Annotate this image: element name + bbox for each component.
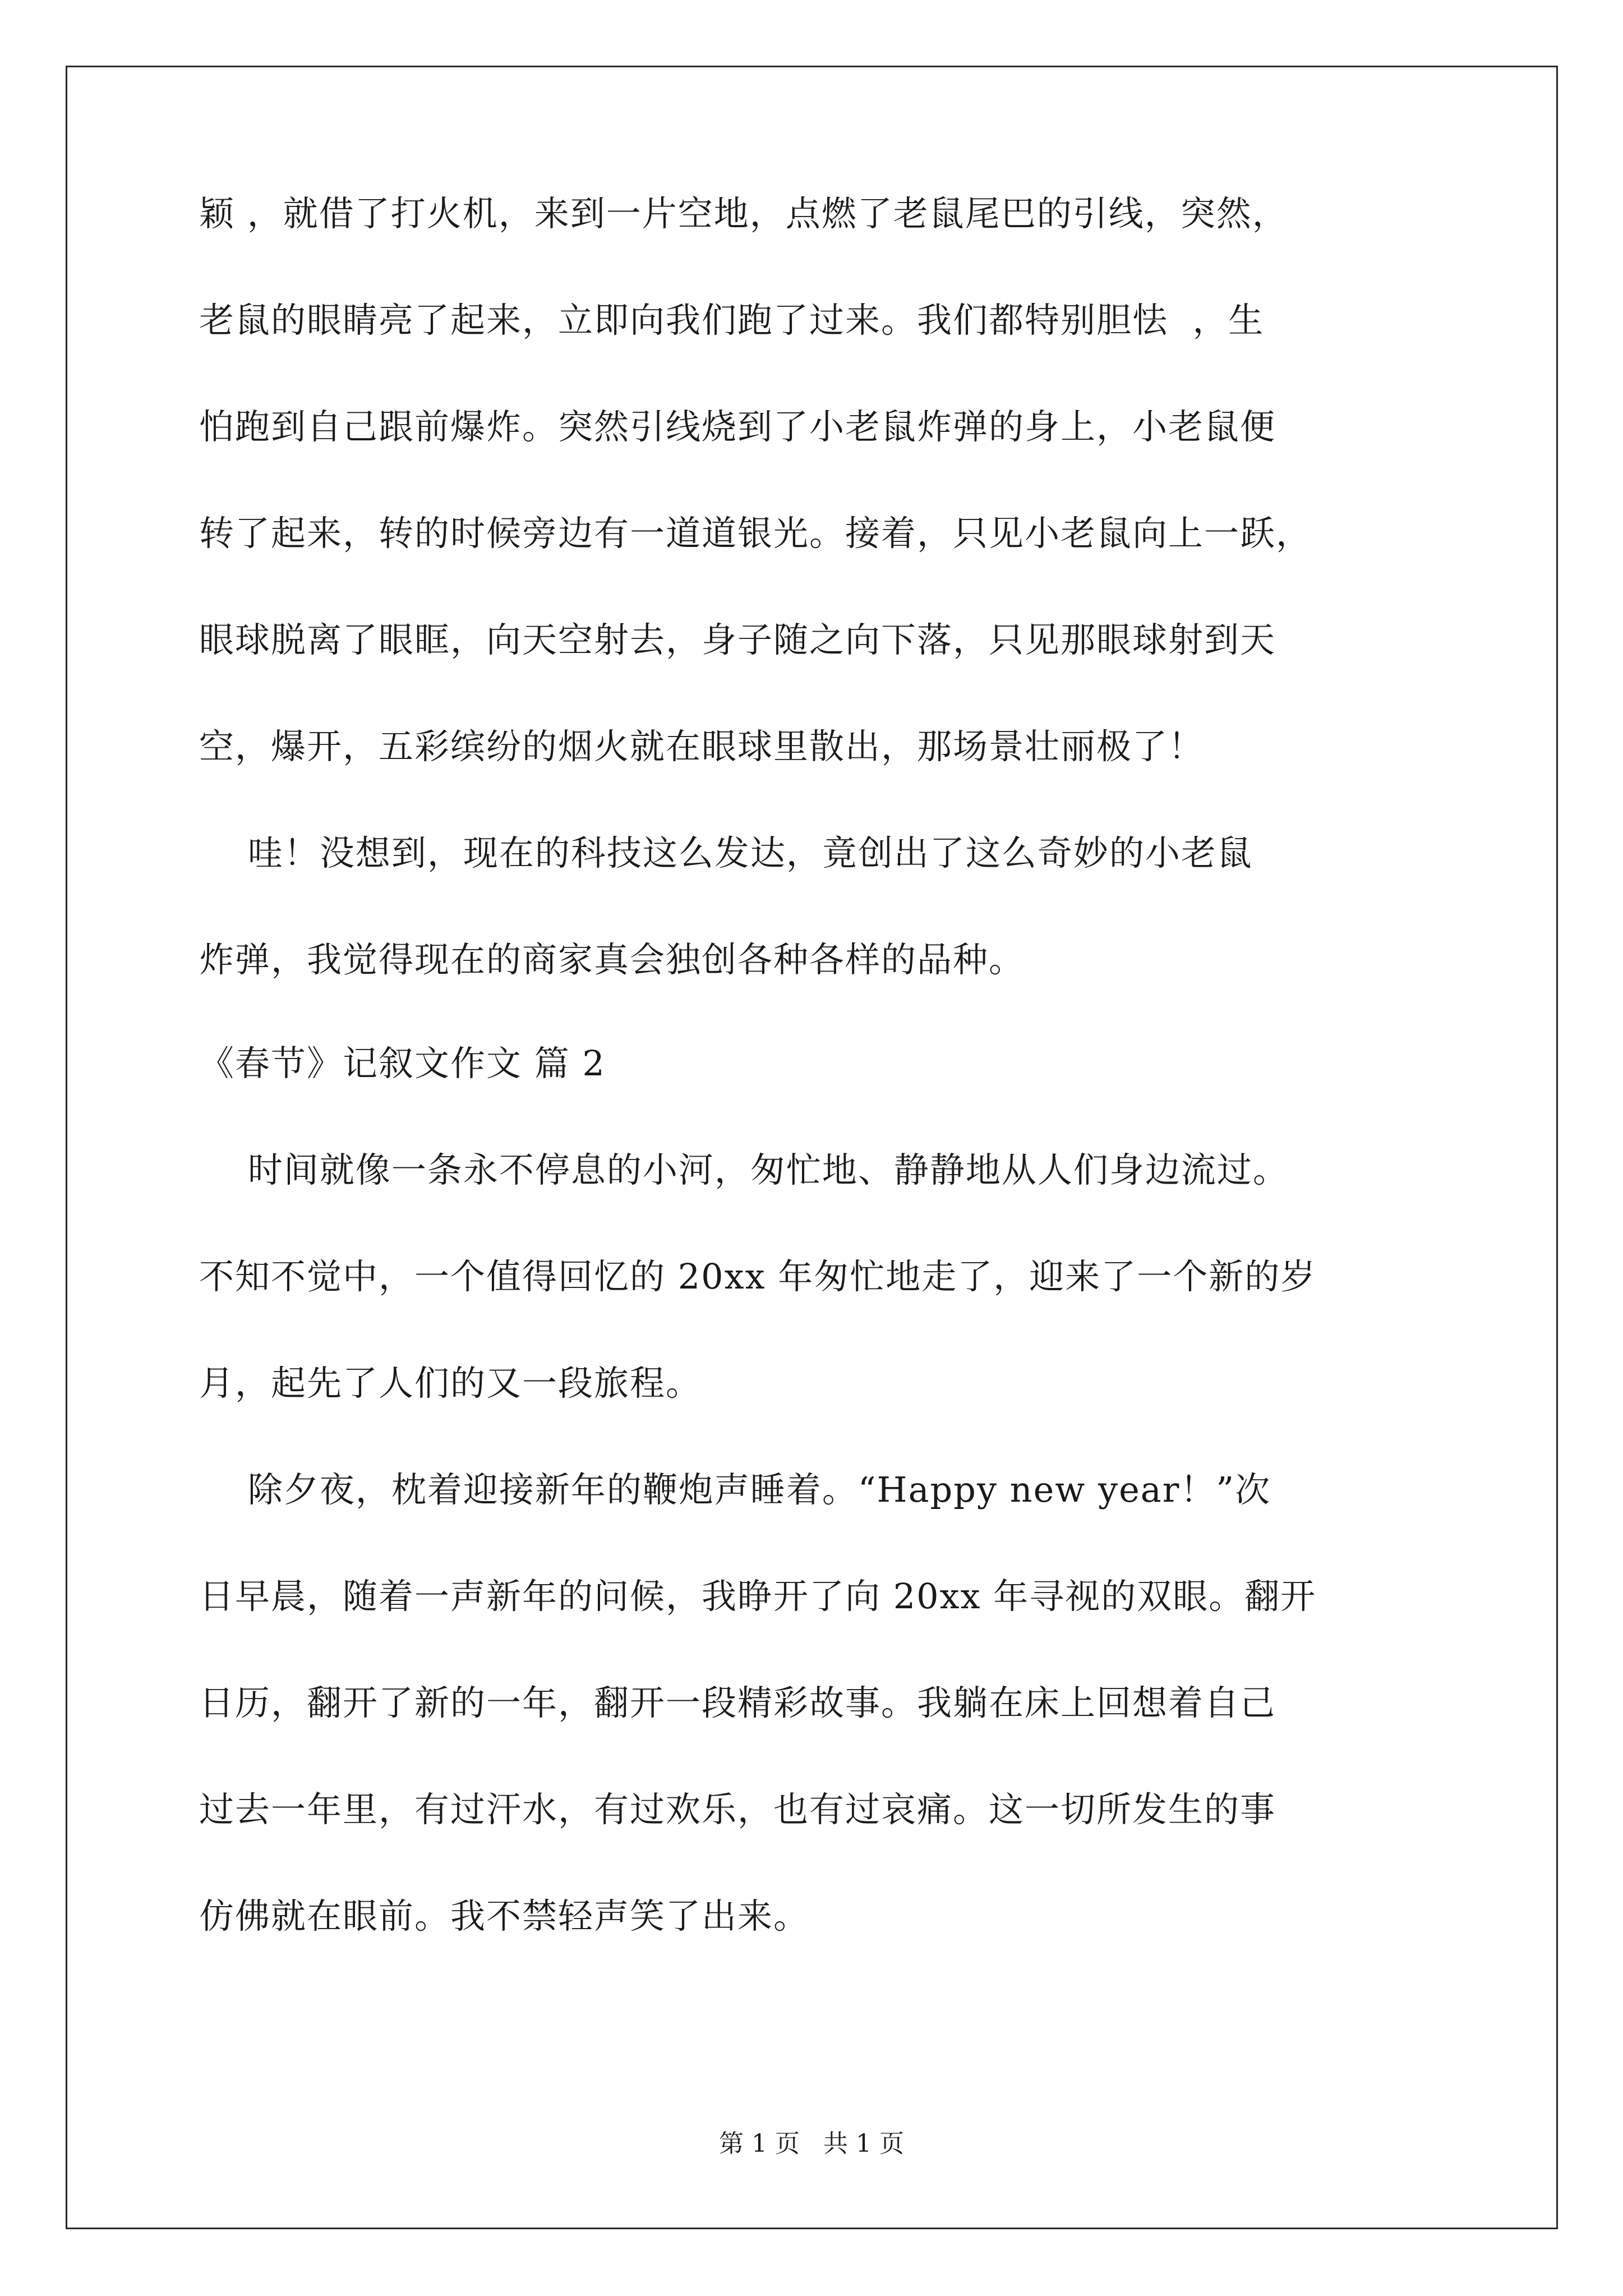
text-line: 空，爆开，五彩缤纷的烟火就在眼球里散出，那场景壮丽极了！ — [199, 726, 1205, 767]
text-line: 仿佛就在眼前。我不禁轻声笑了出来。 — [199, 1895, 810, 1936]
page-footer: 第 1 页 共 1 页 — [719, 2129, 904, 2158]
paragraph-start-line: 时间就像一条永不停息的小河，匆忙地、静静地从人们身边流过。 — [199, 1149, 1289, 1190]
text-line: 颖 ，就借了打火机，来到一片空地，点燃了老鼠尾巴的引线，突然， — [199, 193, 1288, 234]
paragraph-start-line: 除夕夜，枕着迎接新年的鞭炮声睡着。“Happy new year！”次 — [199, 1469, 1271, 1510]
paragraph-start-line: 哇！没想到，现在的科技这么发达，竟创出了这么奇妙的小老鼠 — [199, 832, 1253, 873]
text-line: 眼球脱离了眼眶，向天空射去，身子随之向下落，只见那眼球射到天 — [199, 619, 1276, 660]
text-line: 老鼠的眼睛亮了起来，立即向我们跑了过来。我们都特别胆怯 ，生 — [199, 300, 1265, 341]
text-line: 不知不觉中，一个值得回忆的 20xx 年匆忙地走了，迎来了一个新的岁 — [199, 1256, 1317, 1297]
text-line: 怕跑到自己跟前爆炸。突然引线烧到了小老鼠炸弹的身上，小老鼠便 — [199, 406, 1276, 447]
text-line: 日早晨，随着一声新年的问候，我睁开了向 20xx 年寻视的双眼。翻开 — [199, 1576, 1317, 1617]
text-line: 日历，翻开了新的一年，翻开一段精彩故事。我躺在床上回想着自己 — [199, 1682, 1276, 1723]
text-line: 转了起来，转的时候旁边有一道道银光。接着，只见小老鼠向上一跃， — [199, 513, 1312, 554]
text-line: 过去一年里，有过汗水，有过欢乐，也有过哀痛。这一切所发生的事 — [199, 1789, 1276, 1830]
section-heading: 《春节》记叙文作文 篇 2 — [199, 1043, 606, 1084]
text-line: 炸弹，我觉得现在的商家真会独创各种各样的品种。 — [199, 939, 1025, 980]
text-line: 月，起先了人们的又一段旅程。 — [199, 1363, 702, 1404]
